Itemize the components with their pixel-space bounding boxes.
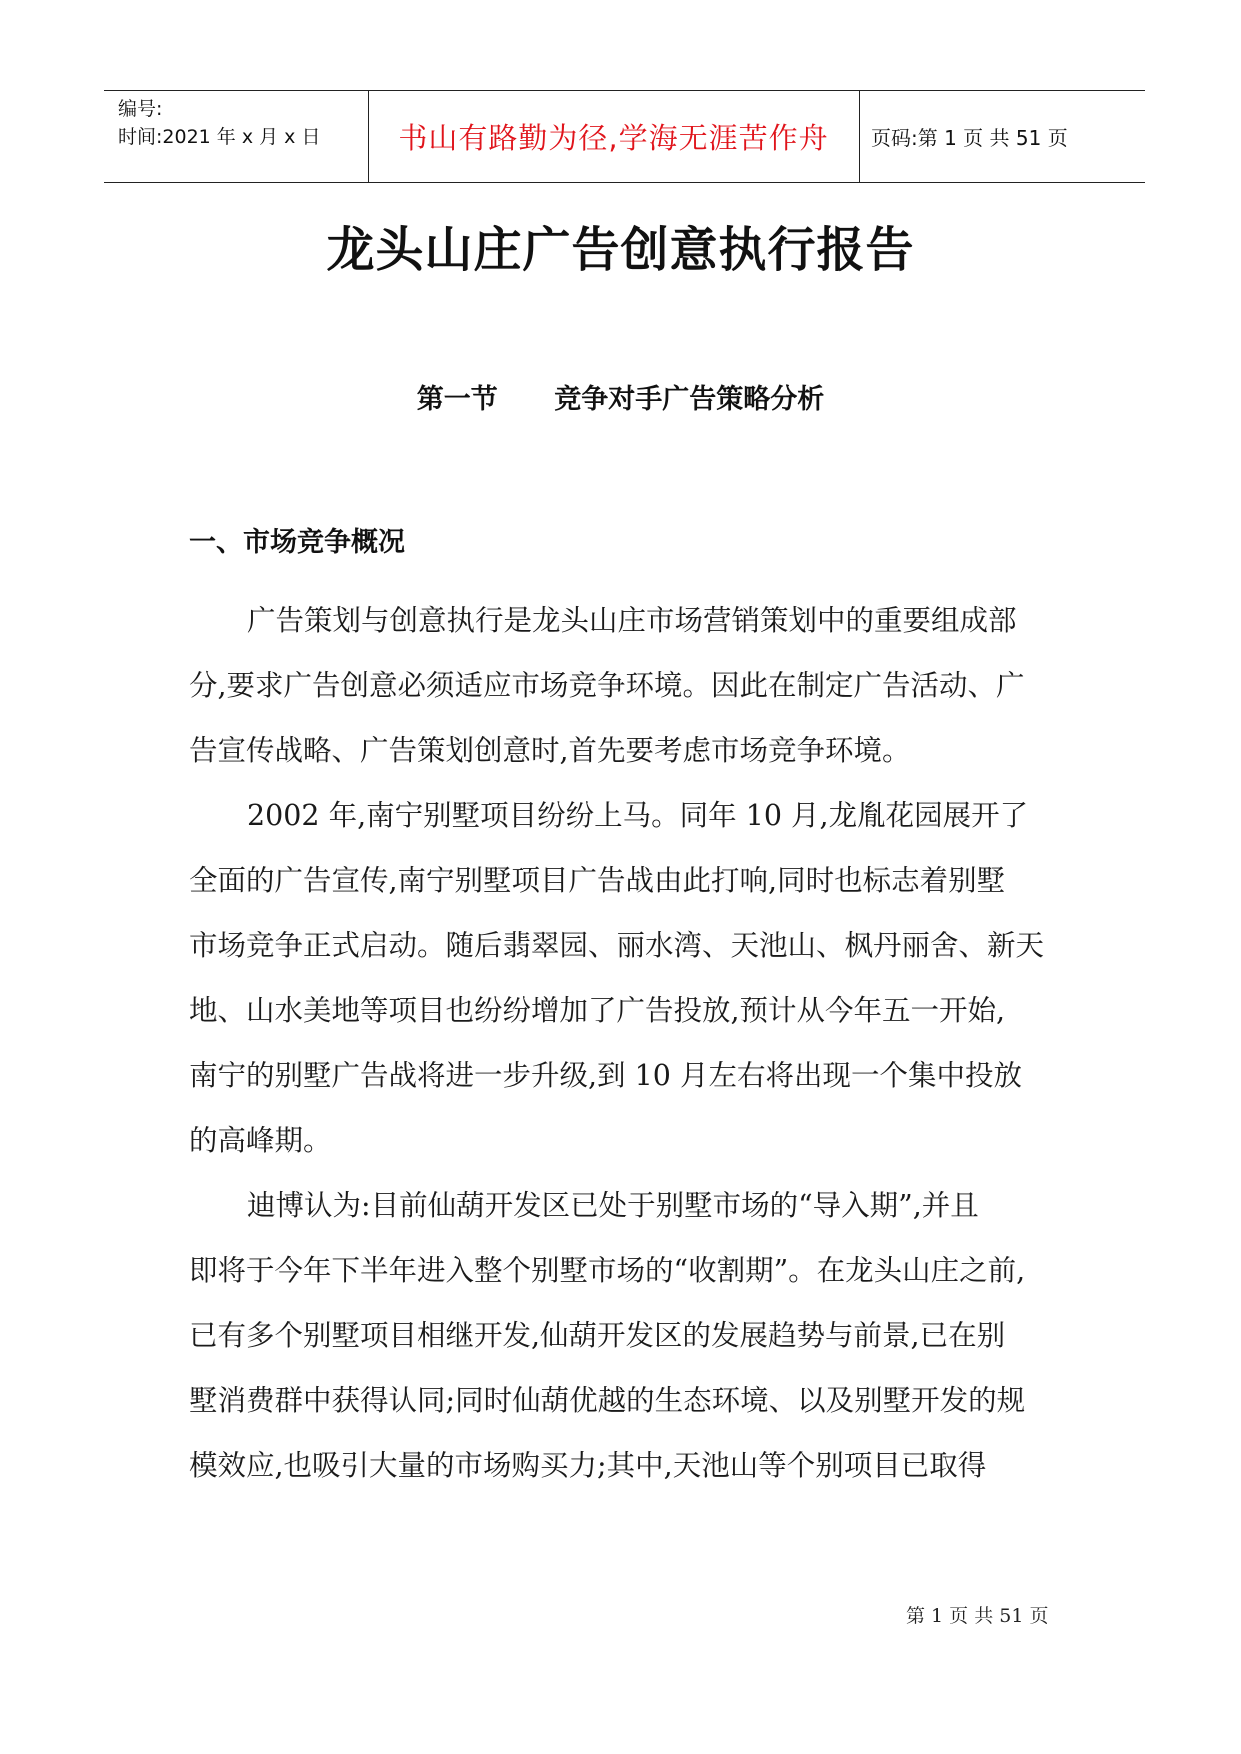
section-title: 第一节 竞争对手广告策略分析 [416,384,825,415]
paragraph-line: 模效应,也吸引大量的市场购买力;其中,天池山等个别项目已取得 [189,1449,987,1482]
paragraph-line: 南宁的别墅广告战将进一步升级,到 10 月左右将出现一个集中投放 [189,1059,1022,1092]
paragraph-line: 迪博认为:目前仙葫开发区已处于别墅市场的“导入期”,并且 [247,1189,979,1222]
header-motto: 书山有路勤为径,学海无涯苦作舟 [398,121,829,155]
paragraph [189,1173,1057,1498]
header-number-label: 编号: [118,98,163,120]
paragraph-line: 地、山水美地等项目也纷纷增加了广告投放,预计从今年五一开始, [189,994,1006,1027]
header-page-label: 页码:第 1 页 共 51 页 [871,126,1068,150]
subsection-title: 一、市场竞争概况 [189,527,405,558]
paragraph-line: 的高峰期。 [189,1124,332,1157]
page-header [104,90,1145,183]
paragraph-line: 分,要求广告创意必须适应市场竞争环境。因此在制定广告活动、广 [189,669,1025,702]
paragraph [189,783,1057,1173]
paragraph-line: 已有多个别墅项目相继开发,仙葫开发区的发展趋势与前景,已在别 [189,1319,1006,1352]
header-meta [118,95,320,151]
paragraph-line: 市场竞争正式启动。随后翡翠园、丽水湾、天池山、枫丹丽舍、新天 [189,929,1045,962]
paragraph-line: 即将于今年下半年进入整个别墅市场的“收割期”。在龙头山庄之前, [189,1254,1026,1287]
paragraph-line: 告宣传战略、广告策划创意时,首先要考虑市场竞争环境。 [189,734,911,767]
paragraph-line: 2002 年,南宁别墅项目纷纷上马。同年 10 月,龙胤花园展开了 [247,799,1029,832]
paragraph-line: 全面的广告宣传,南宁别墅项目广告战由此打响,同时也标志着别墅 [189,864,1006,897]
paragraph-line: 广告策划与创意执行是龙头山庄市场营销策划中的重要组成部 [247,604,1017,637]
paragraph [189,588,1057,783]
paragraph-line: 墅消费群中获得认同;同时仙葫优越的生态环境、以及别墅开发的规 [189,1384,1026,1417]
document-title: 龙头山庄广告创意执行报告 [326,222,915,278]
header-time-label: 时间:2021 年 x 月 x 日 [118,126,321,148]
page-footer: 第 1 页 共 51 页 [906,1605,1049,1627]
document-body [189,588,1057,1498]
header-divider-right [859,91,860,182]
